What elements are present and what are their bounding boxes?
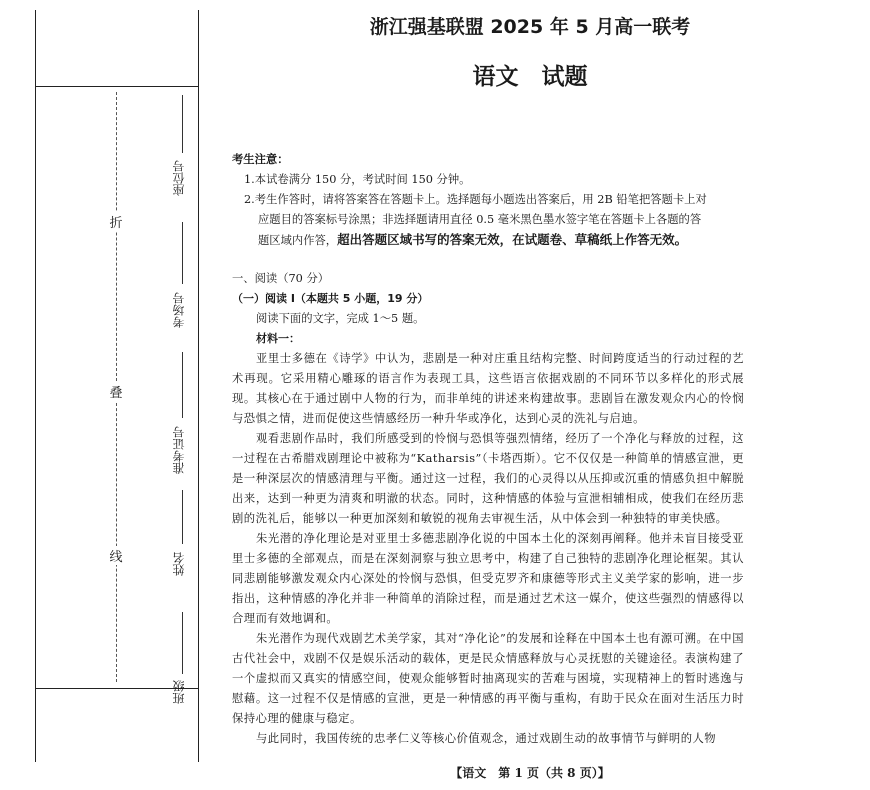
exam-title: 浙江强基联盟 2025 年 5 月高一联考 [369, 16, 691, 38]
notice-emphasis: 超出答题区域书写的答案无效，在试题卷、草稿纸上作答无效。 [337, 232, 688, 247]
field-room-label: 考场号 [172, 292, 186, 328]
exam-content [232, 150, 744, 749]
notice-item-1: 1.本试卷满分 150 分，考试时间 150 分钟。 [244, 173, 471, 186]
field-seat-label: 座位号 [172, 160, 186, 196]
field-ticket-line [182, 352, 183, 418]
paragraph: 与此同时，我国传统的忠孝仁义等核心价值观念，通过戏剧生动的故事情节与鲜明的人物 [256, 732, 717, 745]
field-ticket-label: 准考证号 [172, 426, 186, 474]
paragraph: 亚里士多德在《诗学》中认为，悲剧是一种对庄重且结构完整、时间跨度适当的行动过程的艺术再现。它采用精心雕琢的语言作为表现工具，这些语言依据戏剧的不同环节以多样化的形式展现。其核心在于通过剧中人物的行为，而非单纯的讲述来构建故事。悲剧旨在激发观众内心的怜悯与恐惧之情，进而促使这些情感经历一种升华或净化，达到心灵的洗礼与启迪。 [232, 352, 744, 425]
notice-item-2c [232, 230, 744, 251]
field-name-label: 姓名 [172, 552, 186, 576]
binding-top-rule [35, 86, 199, 87]
fold-char: 折 [108, 212, 124, 231]
field-class-line [182, 612, 183, 674]
fold-char: 叠 [108, 382, 124, 401]
page-footer: 【语文 第 1 页（共 8 页）】 [450, 766, 610, 780]
field-seat-line [182, 95, 183, 153]
field-room-line [182, 222, 183, 284]
field-name-line [182, 490, 183, 544]
instruction: 阅读下面的文字，完成 1～5 题。 [256, 312, 425, 325]
notice-item-2a: 2.考生作答时，请将答案答在答题卡上。选择题每小题选出答案后，用 2B 铅笔把答题卡上对 [244, 193, 707, 206]
section-title: 一、阅读（70 分） [232, 272, 330, 285]
subject-title: 语文 试题 [472, 64, 588, 90]
fold-char: 线 [108, 546, 124, 565]
paragraph: 朱光潜作为现代戏剧艺术美学家，其对“净化论”的发展和诠释在中国本土也有源可溯。在中国古代社会中，戏剧不仅是娱乐活动的载体，更是民众情感释放与心灵抚慰的关键途径。表演构建了一个虚拟而又真实的情感空间，使观众能够暂时抽离现实的苦难与困境，实现精神上的暂时逃逸与慰藉。这一过程不仅是情感的宣泄，更是一种情感的再平衡与重构，有助于民众在面对生活压力时保持心理的健康与稳定。 [232, 632, 744, 725]
paragraph: 朱光潜的净化理论是对亚里士多德悲剧净化说的中国本土化的深刻再阐释。他并未盲目接受亚里士多德的全部观点，而是在深刻洞察与独立思考中，构建了自己独特的悲剧净化理论框架。其认同悲剧能够激发观众内心深处的怜悯与恐惧，但受克罗齐和康德等形式主义美学家的影响，进一步指出，这种情感的净化并非一种简单的消除过程，而是通过艺术这一媒介，使这些强烈的情感得以合理而有效地调和。 [232, 532, 744, 625]
binding-left-border [35, 10, 36, 762]
field-class-label: 班级 [172, 680, 186, 704]
notice-item-2c-text: 题区域内作答， [258, 234, 338, 247]
notice-item-2b: 应题目的答案标号涂黑；非选择题请用直径 0.5 毫米黑色墨水签字笔在答题卡上各题的答 [258, 213, 702, 226]
subsection-title: （一）阅读 Ⅰ（本题共 5 小题，19 分） [232, 292, 429, 305]
paragraph: 观看悲剧作品时，我们所感受到的怜悯与恐惧等强烈情绪，经历了一个净化与释放的过程，这一过程在古希腊戏剧理论中被称为“Katharsis”（卡塔西斯）。它不仅仅是一种简单的情感宣泄，更是一种深层次的情感清理与平衡。通过这一过程，我们的心灵得以从压抑或沉重的情感负担中解脱出来，达到一种更为清爽和明澈的状态。同时，这种情感的体验与宣泄相辅相成，使我们在经历悲剧的洗礼后，能够以一种更加深刻和敏锐的视角去审视生活，从中体会到一种独特的审美快感。 [232, 432, 744, 525]
notice-heading: 考生注意： [232, 153, 289, 166]
binding-strip [0, 0, 200, 790]
material-label: 材料一： [256, 332, 300, 345]
binding-right-border [198, 10, 199, 762]
